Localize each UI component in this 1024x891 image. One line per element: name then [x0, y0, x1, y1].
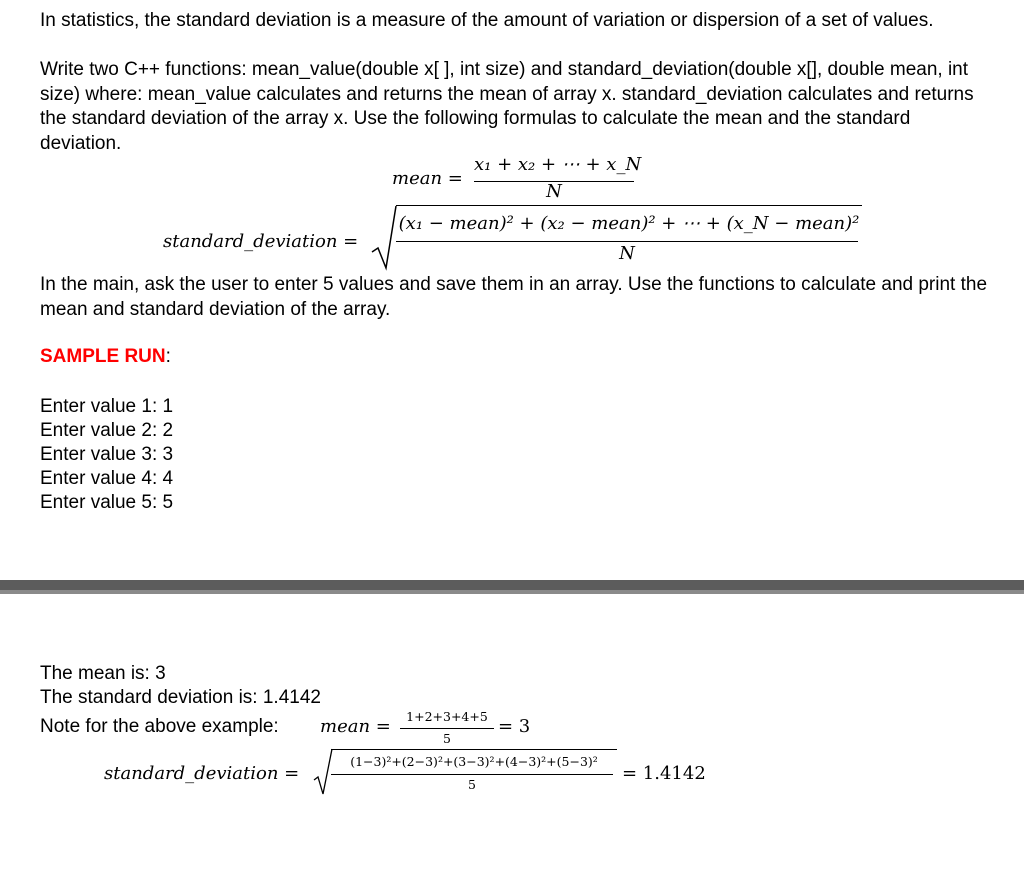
note-sd-label: standard_deviation = [104, 763, 300, 784]
mean-output-line: The mean is: 3 [40, 663, 166, 684]
sample-input-line: Enter value 1: 1 [40, 396, 174, 417]
mean-formula-label: mean = [392, 168, 463, 189]
sd-fraction-bar [396, 241, 858, 242]
note-sd-fraction-bar [331, 774, 613, 775]
note-sd-denominator: 5 [468, 777, 476, 792]
main-instructions: In the main, ask the user to enter 5 values and save them in an array. Use the functions to calculate and print the mean and standard deviation of the array. [40, 274, 988, 320]
note-mean-denominator: 5 [443, 731, 451, 746]
sample-input-line: Enter value 3: 3 [40, 444, 174, 465]
sd-formula-numerator: (x₁ − mean)² + (x₂ − mean)² + ⋯ + (x_N − mean)² [398, 213, 860, 234]
note-mean-result: = 3 [498, 716, 531, 737]
sd-formula-label: standard_deviation = [163, 231, 359, 252]
sd-output-line: The standard deviation is: 1.4142 [40, 687, 321, 708]
note-label: Note for the above example: [40, 716, 279, 737]
mean-formula-numerator: x₁ + x₂ + ⋯ + x_N [474, 154, 642, 175]
note-mean-fraction-bar [400, 728, 494, 729]
note-sd-numerator: (1−3)²+(2−3)²+(3−3)²+(4−3)²+(5−3)² [350, 754, 598, 769]
sample-input-line: Enter value 5: 5 [40, 492, 174, 513]
sample-input-line: Enter value 2: 2 [40, 420, 174, 441]
sample-run-heading: SAMPLE RUN: [40, 346, 171, 367]
task-paragraph: Write two C++ functions: mean_value(double x[ ], int size) and standard_deviation(double x[], double mean, int size) where: mean_value calculates and returns the mean of array x. standard_deviation calculates and returns the standard deviation of the array x. Use the following formulas to calculate the mean and the standard deviation. [40, 59, 974, 154]
page-divider-bar [0, 580, 1024, 594]
intro-paragraph: In statistics, the standard deviation is a measure of the amount of variation or dispersion of a set of values. [40, 10, 934, 31]
sqrt-overline [396, 205, 862, 206]
note-sd-result: = 1.4142 [622, 763, 706, 784]
sd-formula-denominator: N [619, 243, 635, 264]
mean-formula-denominator: N [546, 181, 562, 202]
note-sqrt-overline [331, 749, 617, 750]
note-mean-numerator: 1+2+3+4+5 [406, 709, 488, 724]
sample-input-line: Enter value 4: 4 [40, 468, 174, 489]
note-mean-label: mean = [320, 716, 391, 737]
